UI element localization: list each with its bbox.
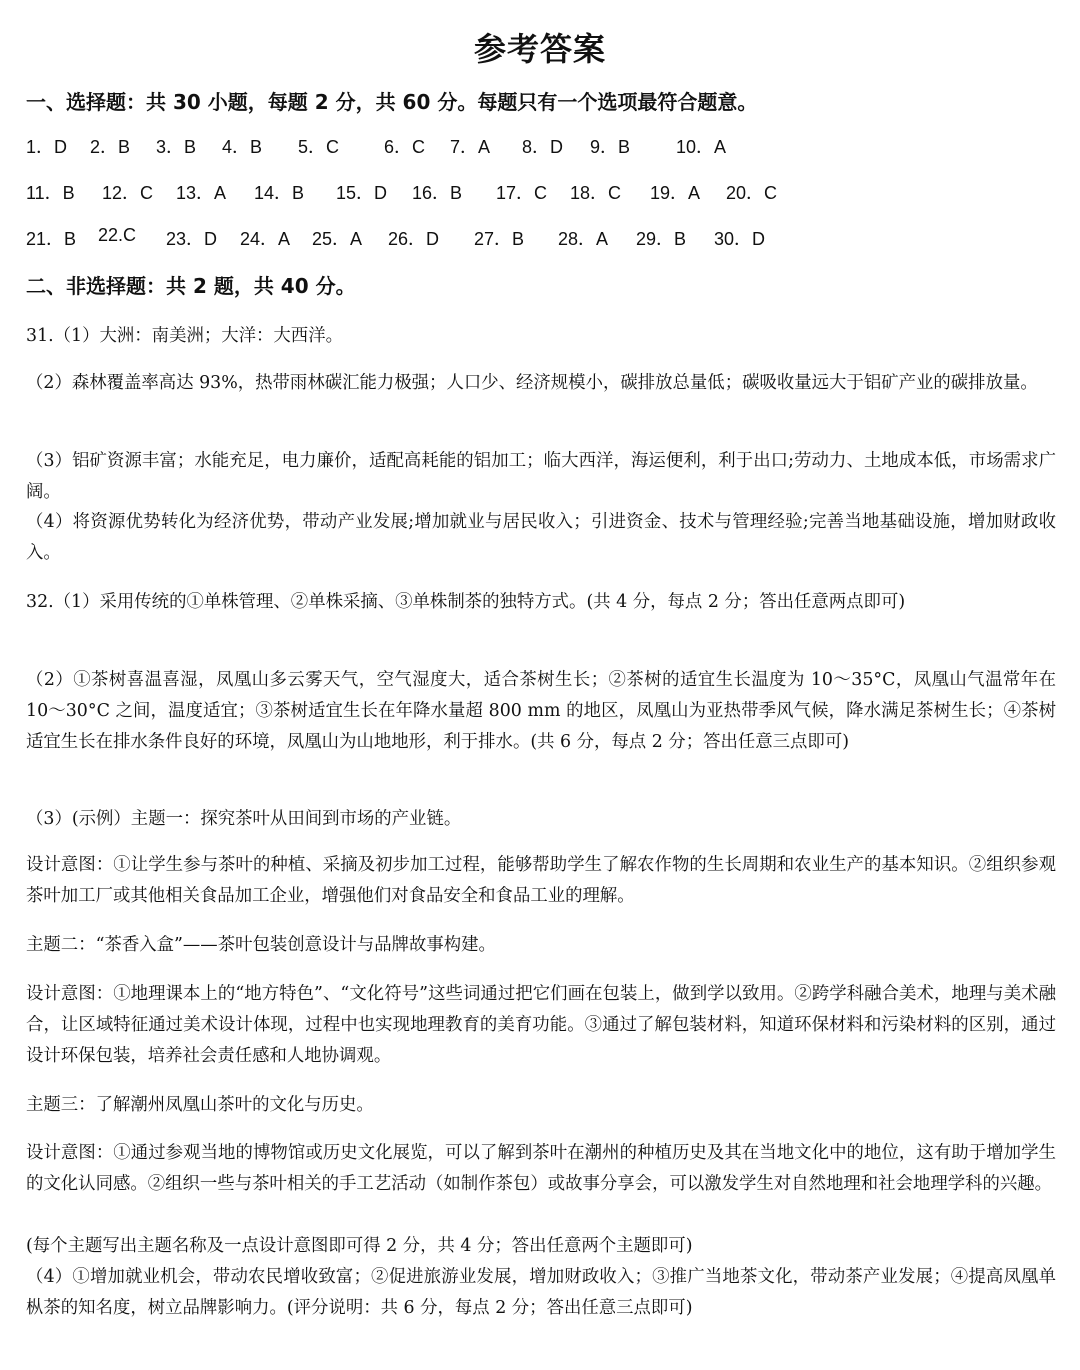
q32-theme-3: 主题三：了解潮州凤凰山茶叶的文化与历史。 <box>26 1095 374 1115</box>
answer-item: 16．B <box>412 183 463 203</box>
answer-item: 29．B <box>636 229 687 249</box>
q32-theme-2: 主题二：“茶香入盒”——茶叶包装创意设计与品牌故事构建。 <box>26 935 496 955</box>
section1-heading: 一、选择题：共 30 小题，每题 2 分，共 60 分。每题只有一个选项最符合题意。 <box>26 90 758 114</box>
answer-item: 8．D <box>522 137 564 157</box>
q31-part4: （4）将资源优势转化为经济优势，带动产业发展;增加就业与居民收入；引进资金、技术与管理经验;完善当地基础设施，增加财政收入。 <box>26 512 1056 563</box>
section2-heading: 二、非选择题：共 2 题，共 40 分。 <box>26 274 356 298</box>
answer-item: 5．C <box>298 137 340 157</box>
answer-item: 11．B <box>26 183 75 203</box>
answer-item: 14．B <box>254 183 305 203</box>
answer-item: 3．B <box>156 137 197 157</box>
answer-item: 12．C <box>102 183 154 203</box>
q31-part3: （3）铝矿资源丰富；水能充足，电力廉价，适配高耗能的铝加工；临大西洋，海运便利，利于出口;劳动力、土地成本低，市场需求广阔。 <box>26 451 1056 502</box>
answer-item: 27．B <box>474 229 525 249</box>
answer-item: 18．C <box>570 183 622 203</box>
q32-design-intent-3: 设计意图：①通过参观当地的博物馆或历史文化展览，可以了解到茶叶在潮州的种植历史及其在当地文化中的地位，这有助于增加学生的文化认同感。②组织一些与茶叶相关的手工艺活动（如制作茶包）或故事分享会，可以激发学生对自然地理和社会地理学科的兴趣。 <box>26 1143 1056 1194</box>
q32-part3: （3）(示例）主题一：探究茶叶从田间到市场的产业链。 <box>26 809 462 829</box>
answer-item: 24．A <box>240 229 291 249</box>
q32-part2: （2）①茶树喜温喜湿，凤凰山多云雾天气，空气湿度大，适合茶树生长；②茶树的适宜生长温度为 10～35°C，凤凰山气温常年在 10～30°C 之间，温度适宜；③茶树适宜生长在年降水量超 800 mm 的地区，凤凰山为亚热带季风气候，降水满足茶树生长；④茶树适宜生长在排水条件良好的环境，凤凰山为山地地形，利于排水。(共 6 分，每点 2 分；答出任意三点即可) <box>26 670 1056 752</box>
q32-scoring-note: (每个主题写出主题名称及一点设计意图即可得 2 分，共 4 分；答出任意两个主题即可) <box>26 1236 693 1256</box>
answer-item: 6．C <box>384 137 426 157</box>
answer-item: 23．D <box>166 229 218 249</box>
q32-part1: 32.（1）采用传统的①单株管理、②单株采摘、③单株制茶的独特方式。(共 4 分，每点 2 分；答出任意两点即可) <box>26 592 906 612</box>
answer-item: 21．B <box>26 229 77 249</box>
answer-item: 26．D <box>388 229 440 249</box>
answer-item: 20．C <box>726 183 778 203</box>
answer-item: 7．A <box>450 137 491 157</box>
answer-item: 4．B <box>222 137 263 157</box>
q31-part2: （2）森林覆盖率高达 93%，热带雨林碳汇能力极强；人口少、经济规模小，碳排放总量低；碳吸收量远大于铝矿产业的碳排放量。 <box>26 373 1038 393</box>
answer-item: 9．B <box>590 137 631 157</box>
answer-item: 28．A <box>558 229 609 249</box>
answer-item: 1．D <box>26 137 68 157</box>
answer-item: 2．B <box>90 137 131 157</box>
answer-item: 17．C <box>496 183 548 203</box>
answer-item: 13．A <box>176 183 227 203</box>
answer-item: 15．D <box>336 183 388 203</box>
answer-item: 10．A <box>676 137 727 157</box>
answer-item: 30．D <box>714 229 766 249</box>
q32-design-intent-1: 设计意图：①让学生参与茶叶的种植、采摘及初步加工过程，能够帮助学生了解农作物的生长周期和农业生产的基本知识。②组织参观茶叶加工厂或其他相关食品加工企业，增强他们对食品安全和食品工业的理解。 <box>26 855 1056 906</box>
answer-item: 19．A <box>650 183 701 203</box>
page-title: 参考答案 <box>473 30 606 68</box>
q32-design-intent-2: 设计意图：①地理课本上的“地方特色”、“文化符号”这些词通过把它们画在包装上，做到学以致用。②跨学科融合美术，地理与美术融合，让区域特征通过美术设计体现，过程中也实现地理教育的美育功能。③通过了解包装材料，知道环保材料和污染材料的区别，通过设计环保包装，培养社会责任感和人地协调观。 <box>26 984 1056 1066</box>
q32-part4: （4）①增加就业机会，带动农民增收致富；②促进旅游业发展，增加财政收入；③推广当地茶文化，带动茶产业发展；④提高凤凰单枞茶的知名度，树立品牌影响力。(评分说明：共 6 分，每点 2 分；答出任意三点即可) <box>26 1267 1056 1318</box>
q31-part1: 31.（1）大洲：南美洲；大洋：大西洋。 <box>26 326 343 346</box>
answer-item: 22.C <box>98 225 137 245</box>
answer-item: 25．A <box>312 229 363 249</box>
